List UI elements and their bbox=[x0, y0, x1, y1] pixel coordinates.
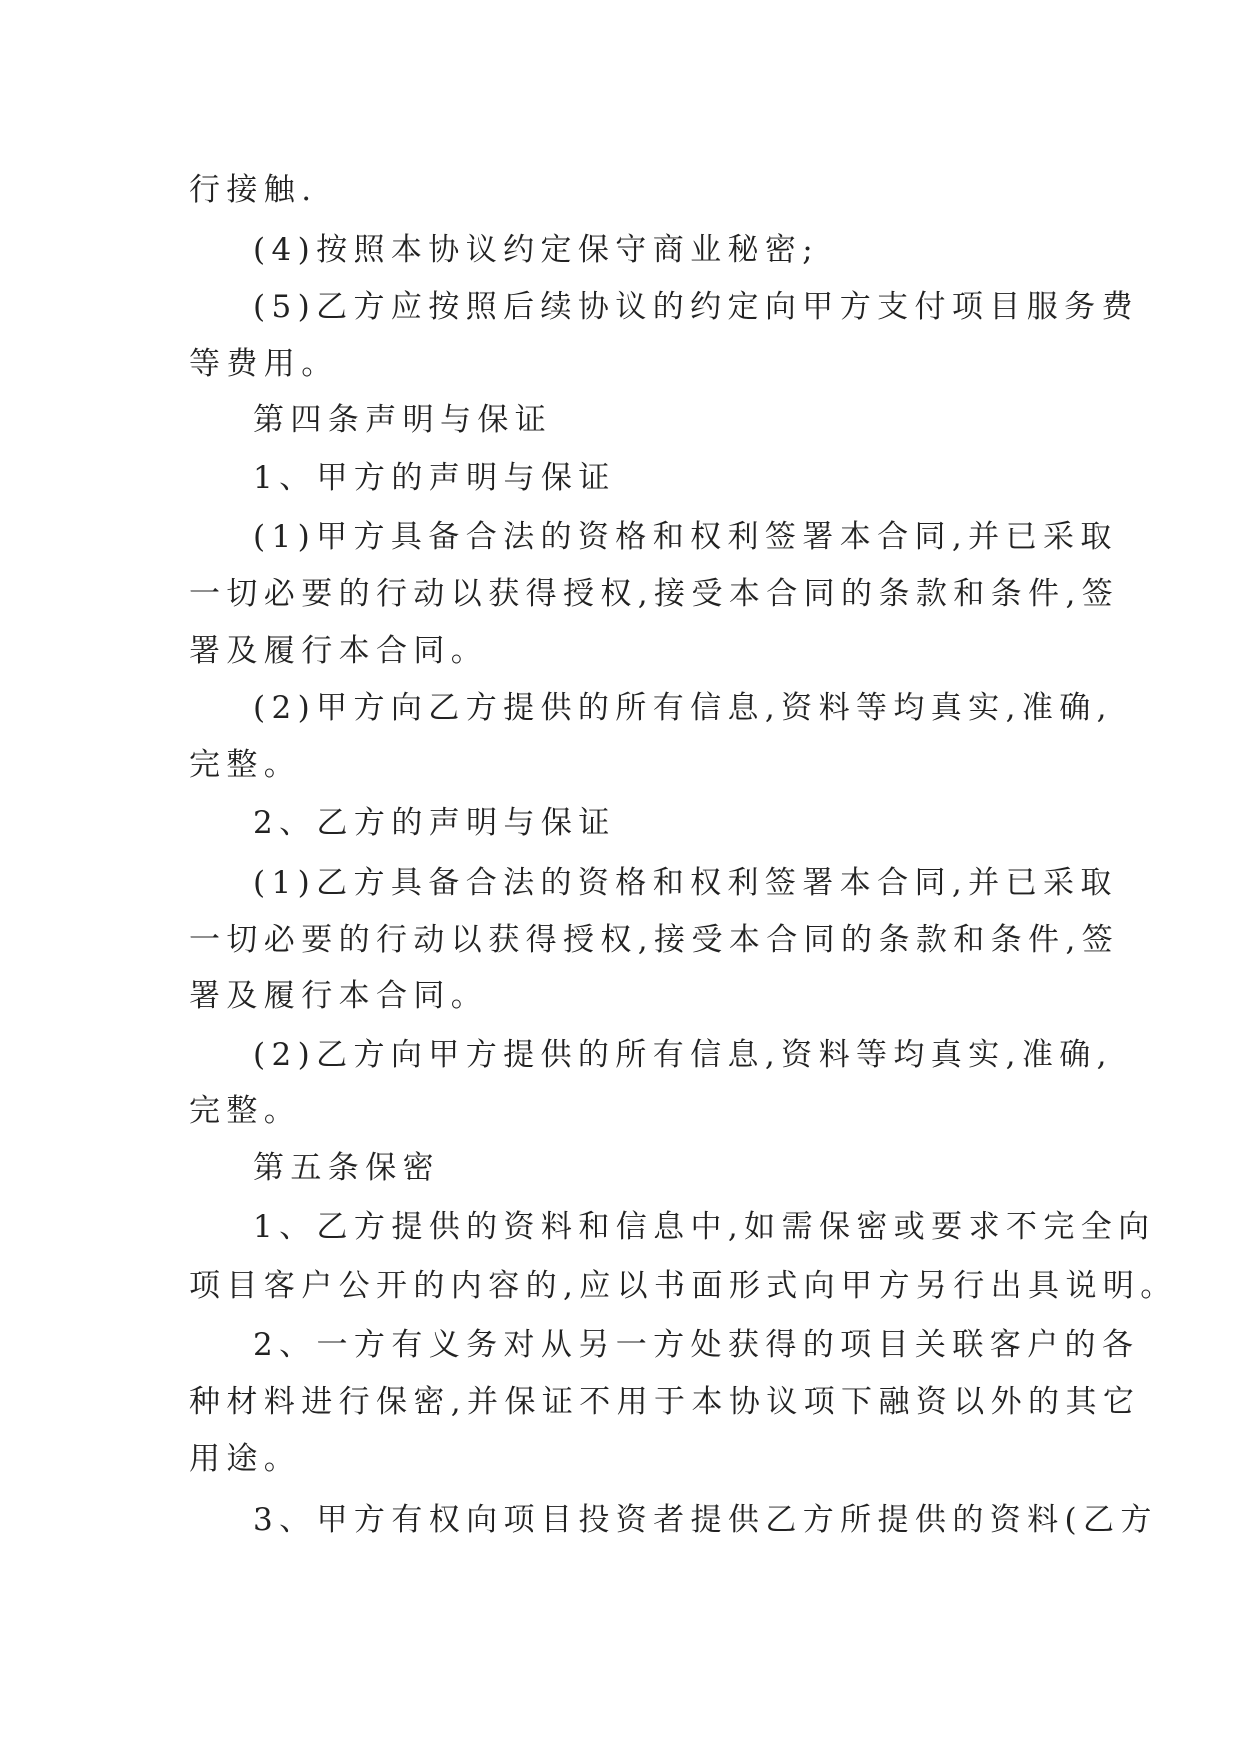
text-line: 1、乙方提供的资料和信息中,如需保密或要求不完全向 bbox=[253, 1209, 1156, 1245]
text-line: (5)乙方应按照后续协议的约定向甲方支付项目服务费 bbox=[253, 289, 1139, 325]
subsection-heading: 1、甲方的声明与保证 bbox=[253, 460, 616, 496]
text-line: 一切必要的行动以获得授权,接受本合同的条款和条件,签 bbox=[189, 576, 1120, 612]
text-line: 等费用。 bbox=[189, 346, 339, 382]
subsection-heading: 2、乙方的声明与保证 bbox=[253, 805, 616, 841]
text-line: 署及履行本合同。 bbox=[189, 633, 489, 669]
text-line: 2、一方有义务对从另一方处获得的项目关联客户的各 bbox=[253, 1327, 1140, 1363]
text-line: 行接触. bbox=[189, 172, 318, 208]
section-heading: 第四条声明与保证 bbox=[253, 402, 553, 438]
text-line: (2)乙方向甲方提供的所有信息,资料等均真实,准确, bbox=[253, 1037, 1113, 1073]
text-line: 项目客户公开的内容的,应以书面形式向甲方另行出具说明。 bbox=[189, 1268, 1178, 1304]
text-line: 完整。 bbox=[189, 1093, 302, 1129]
text-line: 种材料进行保密,并保证不用于本协议项下融资以外的其它 bbox=[189, 1384, 1141, 1420]
text-line: (4)按照本协议约定保守商业秘密; bbox=[253, 232, 820, 268]
section-heading: 第五条保密 bbox=[253, 1150, 440, 1186]
text-line: (2)甲方向乙方提供的所有信息,资料等均真实,准确, bbox=[253, 690, 1113, 726]
text-line: 一切必要的行动以获得授权,接受本合同的条款和条件,签 bbox=[189, 922, 1120, 958]
text-line: (1)甲方具备合法的资格和权利签署本合同,并已采取 bbox=[253, 519, 1118, 555]
text-line: 署及履行本合同。 bbox=[189, 978, 489, 1014]
text-line: (1)乙方具备合法的资格和权利签署本合同,并已采取 bbox=[253, 865, 1118, 901]
text-line: 用途。 bbox=[189, 1441, 302, 1477]
text-line: 完整。 bbox=[189, 747, 302, 783]
text-line: 3、甲方有权向项目投资者提供乙方所提供的资料(乙方 bbox=[253, 1502, 1158, 1538]
